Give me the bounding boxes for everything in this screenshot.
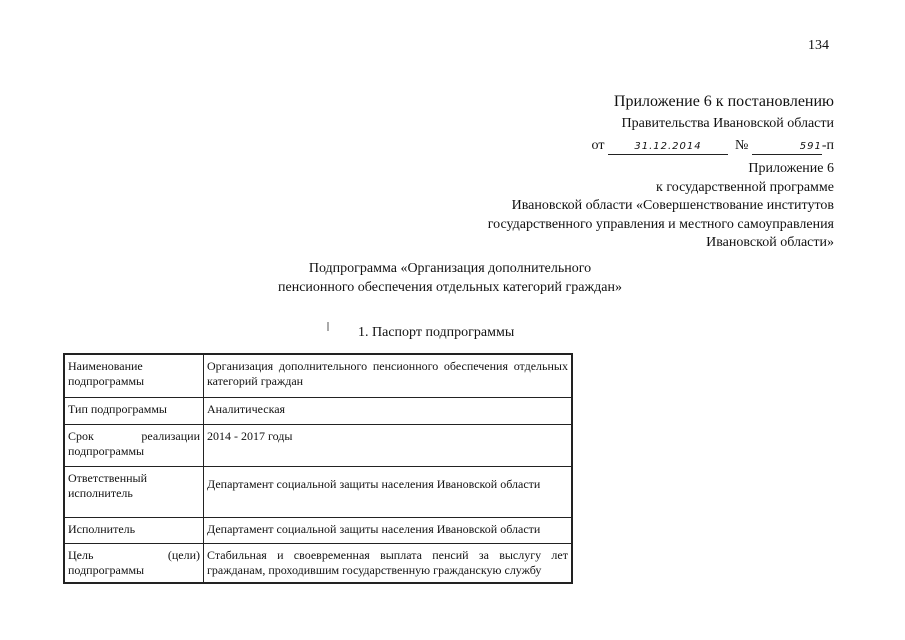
date-field	[608, 139, 728, 155]
resolution-date-number	[592, 135, 834, 157]
row-label: Исполнитель	[64, 518, 204, 544]
appendix-header	[592, 91, 834, 157]
appendix-program-line3: Ивановской области «Совершенствование институтов	[511, 198, 834, 213]
number-prefix: №	[734, 138, 749, 153]
row-label: Цель (цели) подпрограммы	[64, 544, 204, 584]
row-value: Департамент социальной защиты населения Ивановской области	[204, 518, 573, 544]
appendix-program	[488, 160, 834, 253]
table-row	[64, 544, 572, 584]
row-label: Тип подпрограммы	[64, 398, 204, 425]
appendix-header-line1: Приложение 6 к постановлению	[613, 93, 834, 110]
number-suffix: -п	[821, 138, 834, 153]
scan-artifact	[327, 322, 329, 331]
row-value: Департамент социальной защиты населения Ивановской области	[204, 467, 573, 518]
appendix-program-line5: Ивановской области»	[706, 235, 834, 250]
row-value: Стабильная и своевременная выплата пенсий за выслугу лет гражданам, проходившим государственную гражданскую службу	[204, 544, 573, 584]
row-value: Аналитическая	[204, 398, 573, 425]
appendix-program-line1: Приложение 6	[748, 161, 834, 176]
table-row	[64, 467, 572, 518]
table-row	[64, 354, 572, 398]
subprogram-title-line1: Подпрограмма «Организация дополнительного	[308, 261, 592, 276]
row-value: Организация дополнительного пенсионного обеспечения отдельных категорий граждан	[204, 354, 573, 398]
subprogram-title-line2: пенсионного обеспечения отдельных категорий граждан»	[278, 279, 622, 295]
table-row	[64, 398, 572, 425]
table-row	[64, 425, 572, 467]
subprogram-title	[200, 260, 700, 297]
number-value: 591	[799, 141, 822, 152]
row-value: 2014 - 2017 годы	[204, 425, 573, 467]
table-row	[64, 518, 572, 544]
appendix-program-line4: государственного управления и местного самоуправления	[487, 216, 834, 232]
page-number: 134	[808, 38, 829, 53]
row-label: Срок реализации подпрограммы	[64, 425, 204, 467]
date-value: 31.12.2014	[634, 141, 702, 152]
appendix-program-line2: к государственной программе	[656, 179, 834, 195]
date-prefix: от	[591, 138, 605, 153]
passport-table	[63, 353, 573, 584]
row-label: Ответственный исполнитель	[64, 467, 204, 518]
row-label: Наименование подпрограммы	[64, 354, 204, 398]
number-field	[752, 139, 822, 155]
section-heading: 1. Паспорт подпрограммы	[358, 325, 515, 340]
appendix-header-line2: Правительства Ивановской области	[621, 116, 834, 131]
